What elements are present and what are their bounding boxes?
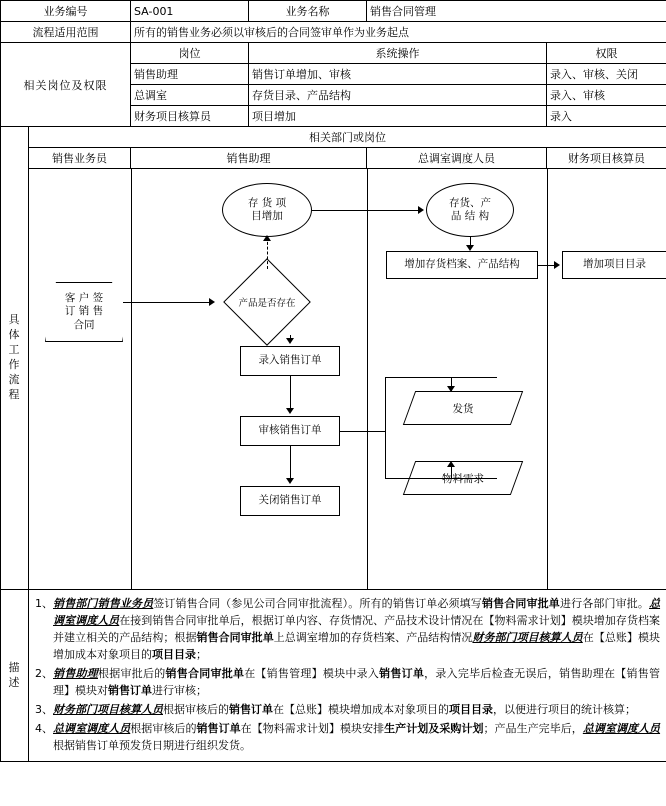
cell-auth: 录入、审核 <box>547 85 666 106</box>
cell-auth: 录入 <box>547 106 666 127</box>
connector <box>385 377 386 478</box>
list-item-number: 3、 <box>35 703 53 717</box>
node-audit-sales-order <box>240 416 340 446</box>
node-inventory-item-add <box>222 183 312 237</box>
node-add-project-directory-label: 增加项目目录 <box>583 258 646 271</box>
label-roles-section: 相关岗位及权限 <box>1 43 131 127</box>
node-shipping-label: 发货 <box>452 402 474 415</box>
cell-op: 存货目录、产品结构 <box>249 85 547 106</box>
node-product-exists-label: 产品是否存在 <box>238 298 296 309</box>
label-scope: 流程适用范围 <box>1 22 131 43</box>
connector <box>538 265 554 266</box>
node-shipping <box>409 391 517 425</box>
list-item-text: 销售部门销售业务员签订销售合同（参见公司合同审批流程）。所有的销售订单必须填写销售合同审批单进行各部门审批。总调室调度人员在接到销售合同审批单后，根据订单内容、存货情况、产品技术设计情况在【物料需求计划】模块增加存货档案并建立相关的产品结构；根据销售合同审批单上总调室增加的存货档案、产品结构情况财务部门项目核算人员在【总账】模块增加成本对象项目的项目目录； <box>53 597 661 662</box>
label-business-code: 业务编号 <box>1 1 131 22</box>
cell-post: 财务项目核算员 <box>131 106 249 127</box>
cell-auth: 录入、审核、关闭 <box>547 64 666 85</box>
col-authority: 权限 <box>547 43 666 64</box>
cell-op: 销售订单增加、审核 <box>249 64 547 85</box>
node-inventory-item-add-label: 存 货 项 目增加 <box>247 196 287 222</box>
node-audit-sales-order-label: 审核销售订单 <box>258 424 322 437</box>
node-inventory-product-structure-label: 存货、产 品 结 构 <box>449 196 491 222</box>
arrow-icon <box>447 386 455 392</box>
row-description <box>1 590 666 762</box>
row-roles-header <box>1 43 666 64</box>
col-system-op: 系统操作 <box>249 43 547 64</box>
cell-post: 总调室 <box>131 85 249 106</box>
lane-divider <box>131 169 132 589</box>
cell-post: 销售助理 <box>131 64 249 85</box>
lane-divider <box>367 169 368 589</box>
swimlane-title: 相关部门或岗位 <box>29 127 666 148</box>
node-close-sales-order-label: 关闭销售订单 <box>258 494 322 507</box>
label-workflow-section <box>1 127 29 590</box>
connector <box>123 302 211 303</box>
flow-cell <box>29 169 666 590</box>
lane-divider <box>547 169 548 589</box>
connector <box>290 376 291 408</box>
node-sign-contract-label: 客 户 签 订 销 售 合同 <box>64 291 104 331</box>
lane-header-dispatcher: 总调室调度人员 <box>367 148 547 169</box>
node-add-inventory-file-label: 增加存货档案、产品结构 <box>404 258 520 271</box>
col-post: 岗位 <box>131 43 249 64</box>
flow-diagram <box>29 169 666 589</box>
list-item-number: 2、 <box>35 667 53 681</box>
cell-op: 项目增加 <box>249 106 547 127</box>
node-sign-contract <box>45 282 123 342</box>
list-item-number: 4、 <box>35 722 53 736</box>
node-inventory-product-structure <box>426 183 514 237</box>
arrow-icon <box>447 461 455 467</box>
list-item <box>35 701 660 718</box>
node-product-exists-decision <box>212 269 322 335</box>
row-lane-headers <box>1 148 666 169</box>
arrow-icon <box>554 261 560 269</box>
description-content <box>29 590 666 762</box>
value-business-code: SA-001 <box>131 1 249 22</box>
label-description-section <box>1 590 29 762</box>
list-item <box>35 720 660 754</box>
list-item <box>35 665 660 699</box>
value-scope: 所有的销售业务必须以审核后的合同签审单作为业务起点 <box>131 22 666 43</box>
node-input-sales-order-label: 录入销售订单 <box>258 354 322 367</box>
list-item-text: 财务部门项目核算人员根据审核后的销售订单在【总账】模块增加成本对象项目的项目目录，以便进行项目的统计核算； <box>53 703 636 717</box>
connector <box>312 210 420 211</box>
node-input-sales-order <box>240 346 340 376</box>
lane-header-finance: 财务项目核算员 <box>547 148 666 169</box>
list-item-number: 1、 <box>35 597 53 610</box>
row-scope <box>1 22 666 43</box>
list-item-text: 总调室调度人员根据审核后的销售订单在【物料需求计划】模块安排生产计划及采购计划；产品生产完毕后，总调室调度人员根据销售订单预发货日期进行组织发货。 <box>53 722 661 753</box>
label-workflow-text: 具体工作流程 <box>8 313 21 401</box>
row-business-code <box>1 1 666 22</box>
value-business-name: 销售合同管理 <box>367 1 666 22</box>
label-business-name: 业务名称 <box>249 1 367 22</box>
node-material-requirement-label: 物料需求 <box>442 472 484 485</box>
connector <box>290 446 291 478</box>
list-item-text: 销售助理根据审批后的销售合同审批单在【销售管理】模块中录入销售订单，录入完毕后检查无误后，销售助理在【销售管理】模块对销售订单进行审核； <box>53 667 661 698</box>
arrow-icon <box>418 206 424 214</box>
connector <box>340 431 385 432</box>
node-add-inventory-file <box>386 251 538 279</box>
row-swimlane-title <box>1 127 666 148</box>
description-list <box>35 595 660 754</box>
arrow-icon <box>286 408 294 414</box>
connector <box>385 377 497 378</box>
row-flow-diagram <box>1 169 666 590</box>
label-description-text: 描述 <box>8 660 21 689</box>
node-close-sales-order <box>240 486 340 516</box>
arrow-icon <box>286 338 294 344</box>
arrow-icon <box>466 245 474 251</box>
node-add-project-directory <box>562 251 666 279</box>
list-item <box>35 595 660 663</box>
arrow-icon <box>286 478 294 484</box>
connector-dashed <box>267 237 268 269</box>
lane-header-sales-rep: 销售业务员 <box>29 148 131 169</box>
lane-header-sales-assistant: 销售助理 <box>131 148 367 169</box>
arrow-icon <box>263 235 271 241</box>
